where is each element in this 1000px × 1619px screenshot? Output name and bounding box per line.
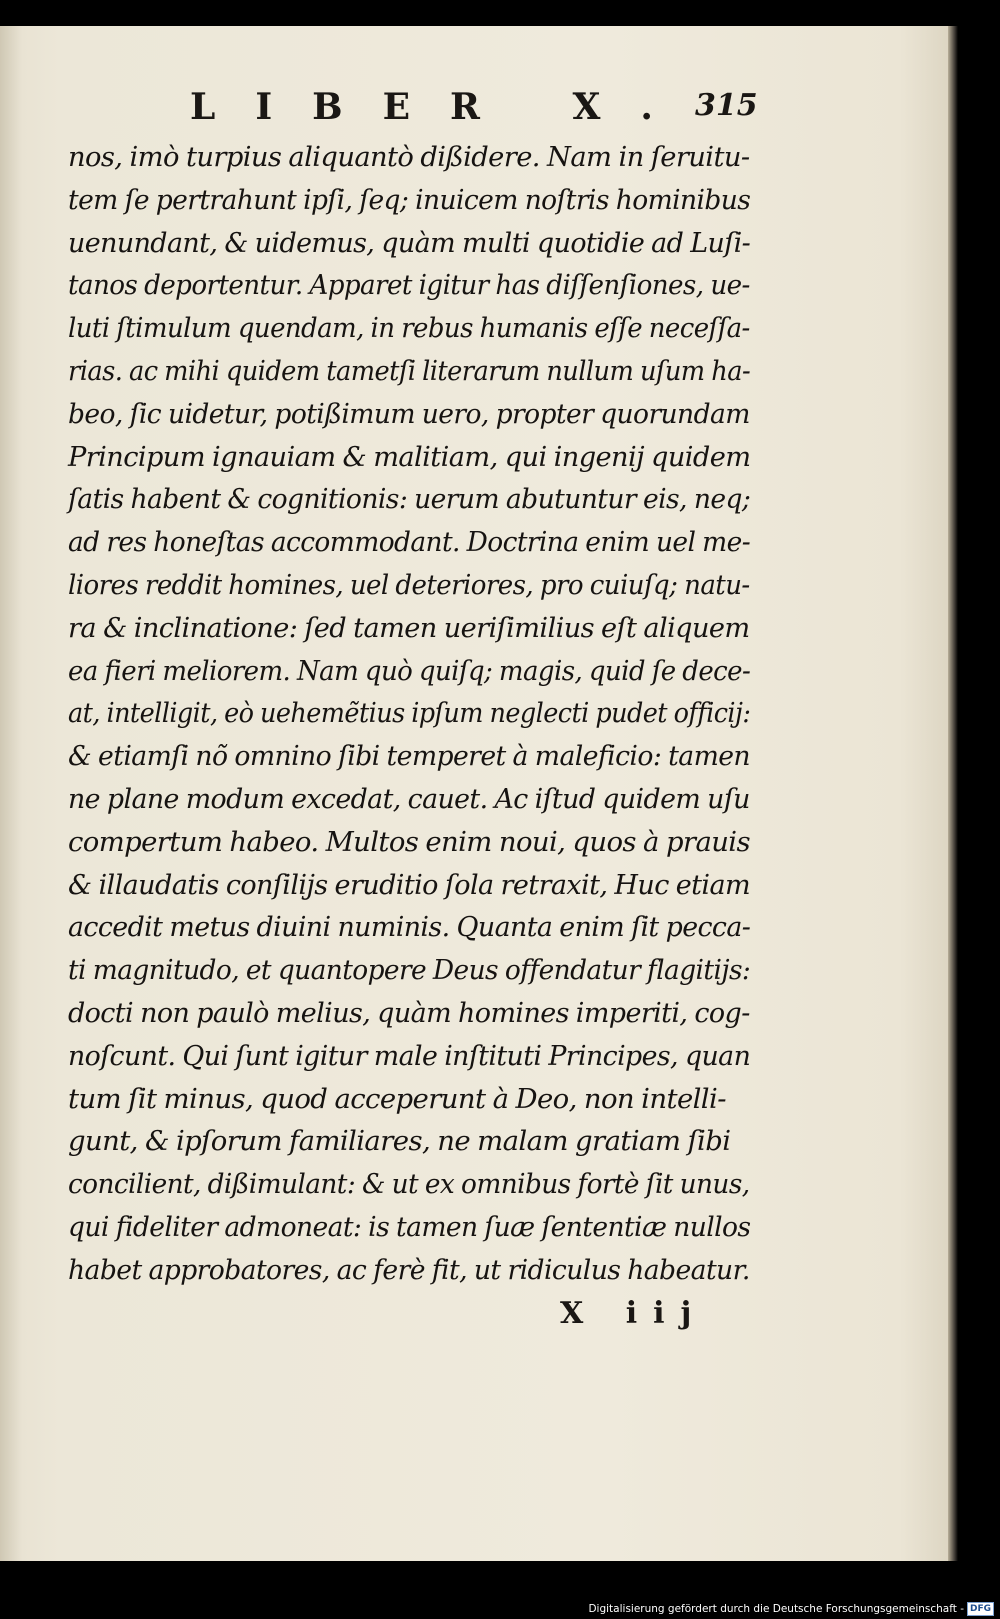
text-line: nos, imò turpius aliquantò dißidere. Nam in ſeruitu- xyxy=(68,141,750,173)
text-line: ti magnitudo, et quantopere Deus offendatur flagitijs: xyxy=(68,954,751,987)
text-line: rias. ac mihi quidem tametſi literarum nullum uſum ha- xyxy=(68,354,751,387)
text-line: qui fideliter admoneat: is tamen ſuæ ſententiæ nullos xyxy=(68,1210,751,1243)
text-line: tanos deportentur. Apparet igitur has diſſenſiones, ue- xyxy=(68,269,750,302)
text-line: tem ſe pertrahunt ipſi, ſeq; inuicem noſtris hominibus xyxy=(68,183,751,216)
text-line: uenundant, & uidemus, quàm multi quotidie ad Luſi- xyxy=(68,226,751,259)
text-line: tum ſit minus, quod acceperunt à Deo, non intelli- xyxy=(68,1082,726,1115)
dfg-logo: DFG xyxy=(967,1602,994,1616)
text-block xyxy=(68,136,750,1292)
footer-credit-text: Digitalisierung gefördert durch die Deutsche Forschungsgemeinschaft - xyxy=(588,1603,964,1615)
text-line: concilient, dißimulant: & ut ex omnibus fortè ſit unus, xyxy=(68,1168,750,1201)
text-line: docti non paulò melius, quàm homines imperiti, cog- xyxy=(68,996,750,1029)
text-line: gunt, & ipſorum familiares, ne malam gratiam ſibi xyxy=(68,1125,731,1158)
signature-mark: X iij xyxy=(560,1296,708,1331)
page-edge xyxy=(948,26,958,1561)
text-line: beo, ſic uidetur, potißimum uero, propter quorundam xyxy=(68,397,750,430)
text-line: habet approbatores, ac ferè fit, ut ridiculus habeatur. xyxy=(68,1253,750,1286)
text-line: ſatis habent & cognitionis: uerum abutuntur eis, neq; xyxy=(68,483,751,516)
text-line: & etiamſi nõ omnino ſibi temperet à maleficio: tamen xyxy=(68,740,751,773)
footer-credit xyxy=(588,1602,994,1616)
running-head: LIBER X. xyxy=(190,86,693,128)
text-line: ea fieri meliorem. Nam quò quiſq; magis, quid ſe dece- xyxy=(68,654,751,687)
text-line: Principum ignauiam & malitiam, qui ingenij quidem xyxy=(68,440,751,473)
text-line: at, intelligit, eò uehemẽtius ipſum neglecti pudet officij: xyxy=(68,697,751,730)
text-line: accedit metus diuini numinis. Quanta enim ſit pecca- xyxy=(68,911,751,944)
text-line: ad res honeſtas accommodant. Doctrina enim uel me- xyxy=(68,526,751,559)
text-line: liores reddit homines, uel deteriores, pro cuiuſq; natu- xyxy=(68,568,750,601)
text-line: & illaudatis conſilijs eruditio ſola retraxit, Huc etiam xyxy=(68,868,751,901)
text-line: luti ſtimulum quendam, in rebus humanis eſſe neceſſa- xyxy=(68,312,750,345)
text-line: compertum habeo. Multos enim noui, quos à prauis xyxy=(68,825,750,858)
text-line: ra & inclinatione: ſed tamen ueriſimilius eſt aliquem xyxy=(68,611,750,644)
text-line: ne plane modum excedat, cauet. Ac iſtud quidem uſu xyxy=(68,782,750,815)
text-line: noſcunt. Qui ſunt igitur male inſtituti Principes, quan xyxy=(68,1039,751,1072)
folio-number: 315 xyxy=(695,88,758,123)
